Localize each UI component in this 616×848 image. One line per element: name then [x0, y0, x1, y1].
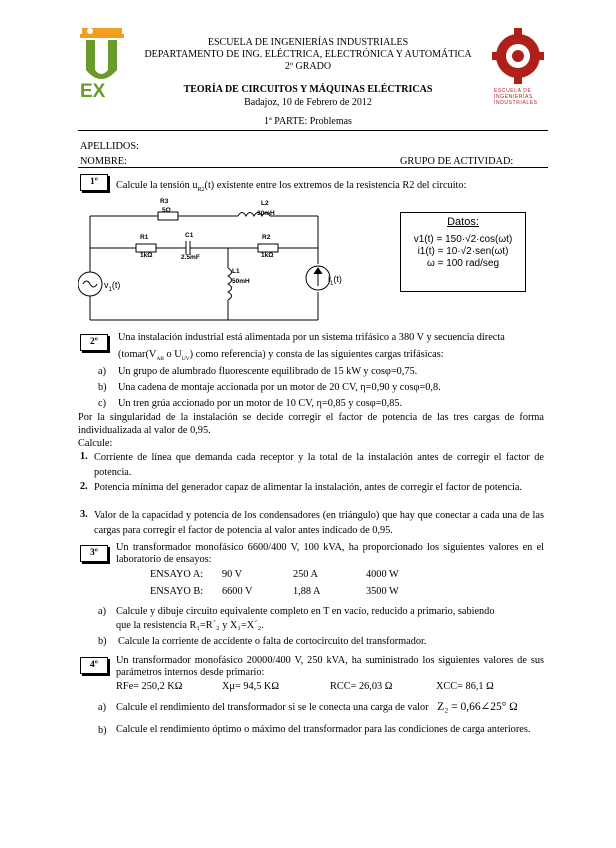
v1-label: $v_1(t)$ [104, 280, 121, 293]
l1-value: 50mH [232, 278, 250, 285]
param-xcc: XCC= 86,1 Ω [436, 681, 494, 692]
calc-3-label: 3. [80, 509, 88, 520]
question-2-paragraph: Por la singularidad de la instalación se decide corregir el factor de potencia de las tres cargas de forma individualizada al valor de 0,95. [78, 412, 544, 436]
question-2-intro-2: ($tomar(V_{AB}$ o $U_{UV}$) como referencia) y consta de las siguientes cargas trifásicas: [118, 349, 444, 363]
question-1-number: 1º [80, 174, 108, 191]
school-logo-line-1: ESCUELA DE [494, 88, 532, 94]
c1-name: C1 [185, 232, 194, 239]
header-school: ESCUELA DE INGENIERÍAS INDUSTRIALES [207, 37, 409, 48]
calc-3-text: Valor de la capacidad y potencia de los condensadores (en triángulo) que hay que conectar a cada una de las cargas para corregir el factor de potencia al valor antes indicado de 0,95. [94, 510, 544, 536]
question-1-text: Calcule la tensión $u_{R2}(t)$ existente entre los extremos de la resistencia R2 del circuito: [116, 180, 467, 194]
uex-logo-text: EX [80, 81, 106, 102]
school-logo [488, 26, 548, 110]
school-logo-emblem [488, 26, 548, 88]
form-divider [78, 167, 548, 168]
question-4-intro: Un transformador monofásico 20000/400 V, 250 kVA, ha suministrado los siguientes valores de sus parámetros internos desde primario: [116, 655, 544, 678]
question-4-item-a: Calcule el rendimiento del transformador si se le conecta una carga de valor Z₂ = 0,66∠25° Ω [116, 701, 518, 713]
question-3-intro: Un transformador monofásico 6600/400 V, 100 kVA, ha proporcionado los siguientes valores en el laboratorio de ensayos: [116, 542, 544, 565]
question-2-item-a-label: a) [98, 366, 106, 377]
l1-name: L1 [232, 268, 240, 275]
ensayo-b-current: 1,88 A [293, 586, 321, 597]
datos-v1: v1(t) = 150·√2·cos(ωt) [413, 234, 513, 245]
param-rfe: RFe= 250,2 KΩ [116, 681, 183, 692]
circuit-diagram [78, 196, 338, 324]
school-logo-line-3: INDUSTRIALES [494, 100, 538, 106]
question-2-intro-1: Una instalación industrial está alimentada por un sistema trifásico a 380 V y secuencia directa [118, 332, 505, 343]
r1-name: R1 [140, 234, 149, 241]
question-4-item-b-label: b) [98, 725, 107, 736]
l2-name: L2 [261, 200, 269, 207]
question-4-number: 4º [80, 657, 108, 674]
ensayo-a-power: 4000 W [366, 569, 399, 580]
calc-1-label: 1. [80, 451, 88, 462]
load-impedance: Z₂ = 0,66∠25° Ω [437, 701, 518, 713]
ensayo-b-voltage: 6600 V [222, 586, 253, 597]
c1-value: 2.5mF [181, 254, 200, 261]
param-rcc: RCC= 26,03 Ω [330, 681, 393, 692]
datos-box [400, 212, 526, 292]
ensayo-a-voltage: 90 V [222, 569, 243, 580]
calc-1-text: Corriente de línea que demanda cada receptor y la total de la instalación antes de corregir el factor de potencia. [94, 452, 544, 478]
question-3-item-a-line-1: Calcule y dibuje circuito equivalente completo en T en vacío, reducido a primario, sabiendo [116, 606, 495, 617]
r2-value: 1kΩ [261, 252, 274, 259]
calc-2-label: 2. [80, 481, 88, 492]
datos-i1: i1(t) = 10·√2·sen(ωt) [417, 246, 509, 257]
question-2-item-c-label: c) [98, 398, 106, 409]
param-xmu: Xμ= 94,5 KΩ [222, 681, 280, 692]
question-3-item-a-label: a) [98, 606, 106, 617]
r3-value: 5Ω [162, 207, 171, 214]
uex-logo [80, 26, 126, 102]
datos-title: Datos: [447, 216, 479, 228]
ensayo-a-label: ENSAYO A: [150, 569, 204, 580]
ensayo-b-label: ENSAYO B: [150, 586, 204, 597]
header-grade: 2º GRADO [284, 61, 332, 72]
header-part: 1ª PARTE: Problemas [264, 116, 352, 127]
l2-value: 30mH [257, 210, 275, 217]
surnames-label: APELLIDOS: [80, 141, 139, 152]
i1-label: $i_1(t)$ [328, 274, 342, 287]
question-2-item-b-label: b) [98, 382, 107, 393]
question-2-item-c: Un tren grúa accionado por un motor de 10 CV, η=0,85 y cosφ=0,85. [118, 398, 403, 409]
header-divider [78, 130, 548, 131]
header-date: Badajoz, 10 de Febrero de 2012 [244, 97, 372, 108]
question-2-calcule: Calcule: [78, 438, 113, 449]
r3-name: R3 [160, 198, 169, 205]
name-label: NOMBRE: [80, 156, 127, 167]
header-subject: TEORÍA DE CIRCUITOS Y MÁQUINAS ELÉCTRICAS [183, 84, 433, 95]
question-3-item-a-line-2: que la resistencia R₁=R´₂ y X₁=X´₂. [116, 620, 264, 631]
calc-2-text: Potencia mínima del generador capaz de alimentar la instalación, antes de corregir el factor de potencia. [94, 482, 522, 493]
datos-omega: ω = 100 rad/seg [426, 258, 500, 269]
ensayo-b-power: 3500 W [366, 586, 399, 597]
r1-value: 1kΩ [140, 252, 153, 259]
question-4-item-a-label: a) [98, 702, 106, 713]
ensayo-a-current: 250 A [293, 569, 318, 580]
question-3-item-b-label: b) [98, 636, 107, 647]
question-2-number: 2º [80, 334, 108, 351]
question-2-item-b: Una cadena de montaje accionada por un motor de 20 CV, η=0,90 y cosφ=0,8. [118, 382, 441, 393]
question-4-item-b: Calcule el rendimiento óptimo o máximo del transformador para las condiciones de carga anteriores. [116, 724, 531, 735]
school-logo-line-2: INGENIERÍAS [494, 94, 533, 100]
r2-name: R2 [262, 234, 271, 241]
question-3-number: 3º [80, 545, 108, 562]
question-3-item-b: Calcule la corriente de accidente o falta de cortocircuito del transformador. [118, 636, 427, 647]
group-label: GRUPO DE ACTIVIDAD: [400, 156, 514, 167]
header-department: DEPARTAMENTO DE ING. ELÉCTRICA, ELECTRÓNICA Y AUTOMÁTICA [144, 49, 472, 60]
question-2-item-a: Un grupo de alumbrado fluorescente equilibrado de 15 kW y cosφ=0,75. [118, 366, 418, 377]
